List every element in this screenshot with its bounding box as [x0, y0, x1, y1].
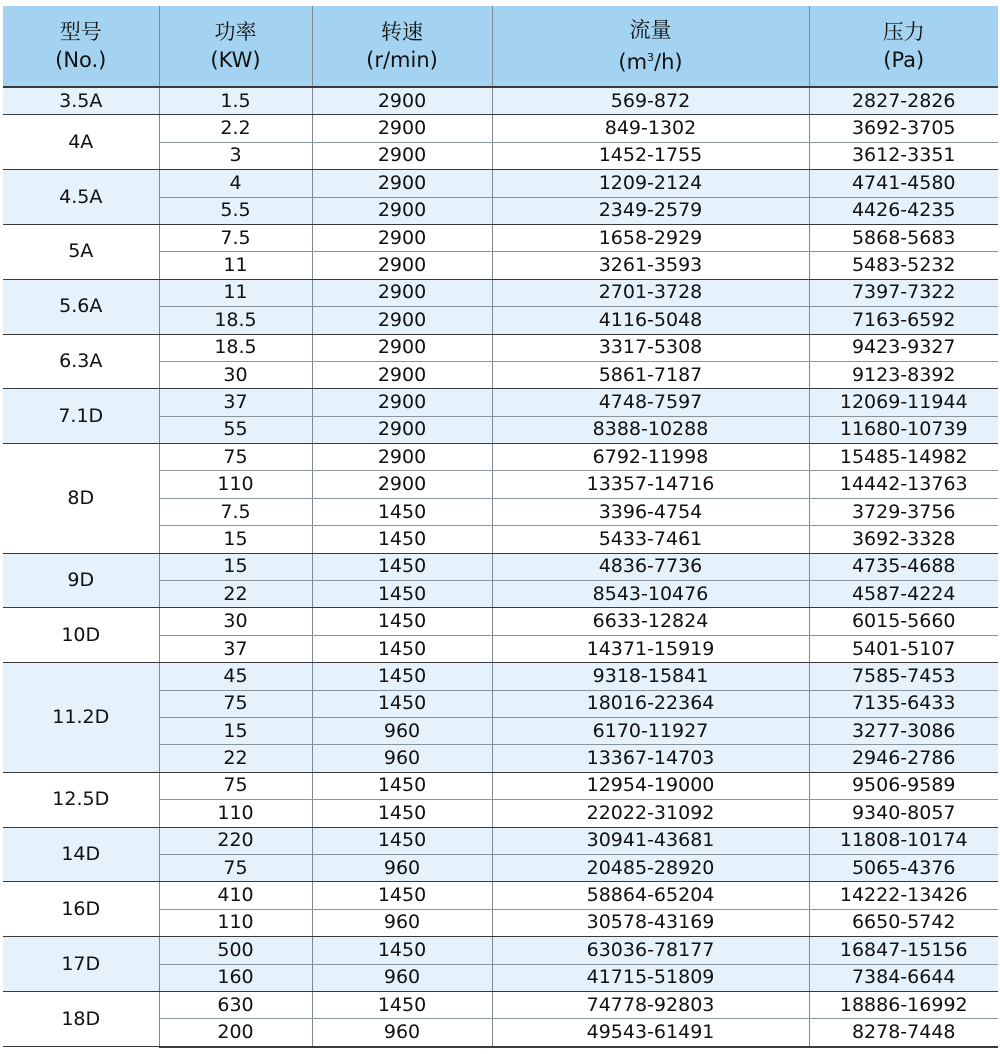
pressure-cell: 9340-8057 — [809, 800, 998, 827]
power-cell: 110 — [159, 471, 312, 498]
pressure-cell: 5483-5232 — [809, 252, 998, 279]
speed-cell: 1450 — [312, 937, 492, 964]
pressure-cell: 4735-4688 — [809, 553, 998, 580]
model-cell: 8D — [3, 444, 159, 554]
pressure-cell: 4587-4224 — [809, 581, 998, 608]
table-row — [3, 170, 998, 197]
model-cell: 6.3A — [3, 334, 159, 389]
table-row — [3, 663, 998, 690]
flow-cell: 49543-61491 — [492, 1019, 809, 1047]
header-pressure-unit: (Pa) — [883, 48, 925, 72]
power-cell: 18.5 — [159, 334, 312, 361]
model-cell: 17D — [3, 937, 159, 992]
flow-cell: 30941-43681 — [492, 827, 809, 854]
pressure-cell: 7397-7322 — [809, 279, 998, 306]
model-cell: 11.2D — [3, 663, 159, 773]
speed-cell: 960 — [312, 1019, 492, 1047]
speed-cell: 1450 — [312, 827, 492, 854]
pressure-cell: 5065-4376 — [809, 854, 998, 881]
flow-cell: 12954-19000 — [492, 772, 809, 799]
header-model-label: 型号 — [59, 20, 102, 44]
flow-cell: 20485-28920 — [492, 854, 809, 881]
model-cell: 4A — [3, 115, 159, 170]
power-cell: 1.5 — [159, 87, 312, 115]
flow-cell: 18016-22364 — [492, 690, 809, 717]
speed-cell: 2900 — [312, 389, 492, 416]
table-row — [3, 608, 998, 635]
speed-cell: 1450 — [312, 553, 492, 580]
pressure-cell: 2827-2826 — [809, 87, 998, 115]
flow-cell: 5433-7461 — [492, 526, 809, 553]
flow-cell: 6170-11927 — [492, 717, 809, 744]
table-row — [3, 882, 998, 909]
speed-cell: 2900 — [312, 197, 492, 224]
flow-cell: 3396-4754 — [492, 498, 809, 525]
model-cell: 10D — [3, 608, 159, 663]
speed-cell: 960 — [312, 717, 492, 744]
speed-cell: 2900 — [312, 416, 492, 443]
table-row — [3, 444, 998, 471]
pressure-cell: 3692-3328 — [809, 526, 998, 553]
flow-cell: 8543-10476 — [492, 581, 809, 608]
pressure-cell: 14222-13426 — [809, 882, 998, 909]
flow-cell: 4836-7736 — [492, 553, 809, 580]
flow-cell: 849-1302 — [492, 115, 809, 142]
pressure-cell: 5401-5107 — [809, 635, 998, 662]
flow-cell: 1209-2124 — [492, 170, 809, 197]
power-cell: 30 — [159, 608, 312, 635]
power-cell: 75 — [159, 690, 312, 717]
power-cell: 200 — [159, 1019, 312, 1047]
flow-cell: 9318-15841 — [492, 663, 809, 690]
power-cell: 2.2 — [159, 115, 312, 142]
flow-cell: 3261-3593 — [492, 252, 809, 279]
speed-cell: 1450 — [312, 608, 492, 635]
power-cell: 22 — [159, 745, 312, 772]
flow-cell: 1452-1755 — [492, 142, 809, 169]
speed-cell: 1450 — [312, 882, 492, 909]
power-cell: 7.5 — [159, 498, 312, 525]
fan-spec-table — [3, 6, 998, 1048]
pressure-cell: 7135-6433 — [809, 690, 998, 717]
power-cell: 410 — [159, 882, 312, 909]
power-cell: 110 — [159, 800, 312, 827]
flow-cell: 63036-78177 — [492, 937, 809, 964]
speed-cell: 2900 — [312, 444, 492, 471]
power-cell: 18.5 — [159, 307, 312, 334]
model-cell: 5A — [3, 224, 159, 279]
header-speed-unit: (r/min) — [366, 48, 438, 72]
flow-cell: 8388-10288 — [492, 416, 809, 443]
speed-cell: 1450 — [312, 581, 492, 608]
power-cell: 5.5 — [159, 197, 312, 224]
table-row — [3, 115, 998, 142]
table-body — [3, 87, 998, 1047]
pressure-cell: 7585-7453 — [809, 663, 998, 690]
power-cell: 75 — [159, 854, 312, 881]
table-row — [3, 937, 998, 964]
header-flow — [492, 6, 809, 87]
model-cell: 3.5A — [3, 87, 159, 115]
power-cell: 37 — [159, 389, 312, 416]
flow-cell: 6633-12824 — [492, 608, 809, 635]
speed-cell: 1450 — [312, 498, 492, 525]
header-model — [3, 6, 159, 87]
power-cell: 110 — [159, 909, 312, 936]
pressure-cell: 6015-5660 — [809, 608, 998, 635]
header-flow-label: 流量 — [629, 18, 672, 42]
header-power-unit: (KW) — [210, 48, 261, 72]
flow-cell: 13357-14716 — [492, 471, 809, 498]
flow-cell: 13367-14703 — [492, 745, 809, 772]
header-flow-unit-sup: 3 — [647, 51, 655, 64]
table-row — [3, 772, 998, 799]
speed-cell: 2900 — [312, 334, 492, 361]
table-row — [3, 991, 998, 1018]
pressure-cell: 7384-6644 — [809, 964, 998, 991]
flow-cell: 5861-7187 — [492, 361, 809, 388]
flow-cell: 2349-2579 — [492, 197, 809, 224]
flow-cell: 22022-31092 — [492, 800, 809, 827]
power-cell: 75 — [159, 772, 312, 799]
model-cell: 12.5D — [3, 772, 159, 827]
power-cell: 22 — [159, 581, 312, 608]
header-speed — [312, 6, 492, 87]
speed-cell: 960 — [312, 964, 492, 991]
speed-cell: 2900 — [312, 279, 492, 306]
model-cell: 4.5A — [3, 170, 159, 225]
model-cell: 16D — [3, 882, 159, 937]
speed-cell: 1450 — [312, 991, 492, 1018]
pressure-cell: 12069-11944 — [809, 389, 998, 416]
speed-cell: 1450 — [312, 526, 492, 553]
model-cell: 9D — [3, 553, 159, 608]
flow-cell: 569-872 — [492, 87, 809, 115]
power-cell: 55 — [159, 416, 312, 443]
speed-cell: 2900 — [312, 252, 492, 279]
flow-cell: 30578-43169 — [492, 909, 809, 936]
power-cell: 11 — [159, 279, 312, 306]
header-pressure — [809, 6, 998, 87]
power-cell: 160 — [159, 964, 312, 991]
pressure-cell: 11680-10739 — [809, 416, 998, 443]
power-cell: 75 — [159, 444, 312, 471]
speed-cell: 960 — [312, 854, 492, 881]
header-flow-unit-post: /h) — [654, 50, 683, 74]
flow-cell: 14371-15919 — [492, 635, 809, 662]
header-power-label: 功率 — [214, 20, 257, 44]
power-cell: 30 — [159, 361, 312, 388]
model-cell: 7.1D — [3, 389, 159, 444]
header-row — [3, 6, 998, 87]
speed-cell: 960 — [312, 909, 492, 936]
model-cell: 14D — [3, 827, 159, 882]
speed-cell: 2900 — [312, 115, 492, 142]
header-flow-unit — [493, 44, 809, 76]
flow-cell: 58864-65204 — [492, 882, 809, 909]
speed-cell: 1450 — [312, 635, 492, 662]
table-row — [3, 827, 998, 854]
header-power — [159, 6, 312, 87]
table-row — [3, 87, 998, 115]
speed-cell: 1450 — [312, 772, 492, 799]
power-cell: 500 — [159, 937, 312, 964]
flow-cell: 41715-51809 — [492, 964, 809, 991]
header-speed-label: 转速 — [381, 20, 423, 44]
model-cell: 18D — [3, 991, 159, 1046]
flow-cell: 4116-5048 — [492, 307, 809, 334]
pressure-cell: 14442-13763 — [809, 471, 998, 498]
header-pressure-label: 压力 — [882, 20, 925, 44]
table-row — [3, 279, 998, 306]
pressure-cell: 3612-3351 — [809, 142, 998, 169]
pressure-cell: 16847-15156 — [809, 937, 998, 964]
flow-cell: 3317-5308 — [492, 334, 809, 361]
power-cell: 15 — [159, 553, 312, 580]
power-cell: 37 — [159, 635, 312, 662]
table-row — [3, 224, 998, 251]
header-flow-unit-pre: (m — [618, 50, 648, 74]
pressure-cell: 15485-14982 — [809, 444, 998, 471]
speed-cell: 2900 — [312, 142, 492, 169]
flow-cell: 74778-92803 — [492, 991, 809, 1018]
pressure-cell: 18886-16992 — [809, 991, 998, 1018]
pressure-cell: 5868-5683 — [809, 224, 998, 251]
header-model-unit: (No.) — [55, 48, 107, 72]
pressure-cell: 6650-5742 — [809, 909, 998, 936]
power-cell: 45 — [159, 663, 312, 690]
pressure-cell: 4741-4580 — [809, 170, 998, 197]
table-row — [3, 553, 998, 580]
power-cell: 11 — [159, 252, 312, 279]
speed-cell: 1450 — [312, 663, 492, 690]
pressure-cell: 3277-3086 — [809, 717, 998, 744]
pressure-cell: 9423-9327 — [809, 334, 998, 361]
speed-cell: 2900 — [312, 170, 492, 197]
pressure-cell: 4426-4235 — [809, 197, 998, 224]
pressure-cell: 8278-7448 — [809, 1019, 998, 1047]
power-cell: 15 — [159, 526, 312, 553]
speed-cell: 2900 — [312, 361, 492, 388]
power-cell: 4 — [159, 170, 312, 197]
flow-cell: 2701-3728 — [492, 279, 809, 306]
speed-cell: 2900 — [312, 224, 492, 251]
speed-cell: 1450 — [312, 800, 492, 827]
table-row — [3, 389, 998, 416]
flow-cell: 6792-11998 — [492, 444, 809, 471]
pressure-cell: 3729-3756 — [809, 498, 998, 525]
flow-cell: 1658-2929 — [492, 224, 809, 251]
power-cell: 15 — [159, 717, 312, 744]
speed-cell: 2900 — [312, 87, 492, 115]
power-cell: 630 — [159, 991, 312, 1018]
power-cell: 220 — [159, 827, 312, 854]
speed-cell: 2900 — [312, 307, 492, 334]
speed-cell: 1450 — [312, 690, 492, 717]
speed-cell: 960 — [312, 745, 492, 772]
pressure-cell: 9123-8392 — [809, 361, 998, 388]
speed-cell: 2900 — [312, 471, 492, 498]
table-row — [3, 334, 998, 361]
pressure-cell: 11808-10174 — [809, 827, 998, 854]
pressure-cell: 2946-2786 — [809, 745, 998, 772]
pressure-cell: 3692-3705 — [809, 115, 998, 142]
model-cell: 5.6A — [3, 279, 159, 334]
power-cell: 3 — [159, 142, 312, 169]
pressure-cell: 7163-6592 — [809, 307, 998, 334]
pressure-cell: 9506-9589 — [809, 772, 998, 799]
power-cell: 7.5 — [159, 224, 312, 251]
flow-cell: 4748-7597 — [492, 389, 809, 416]
